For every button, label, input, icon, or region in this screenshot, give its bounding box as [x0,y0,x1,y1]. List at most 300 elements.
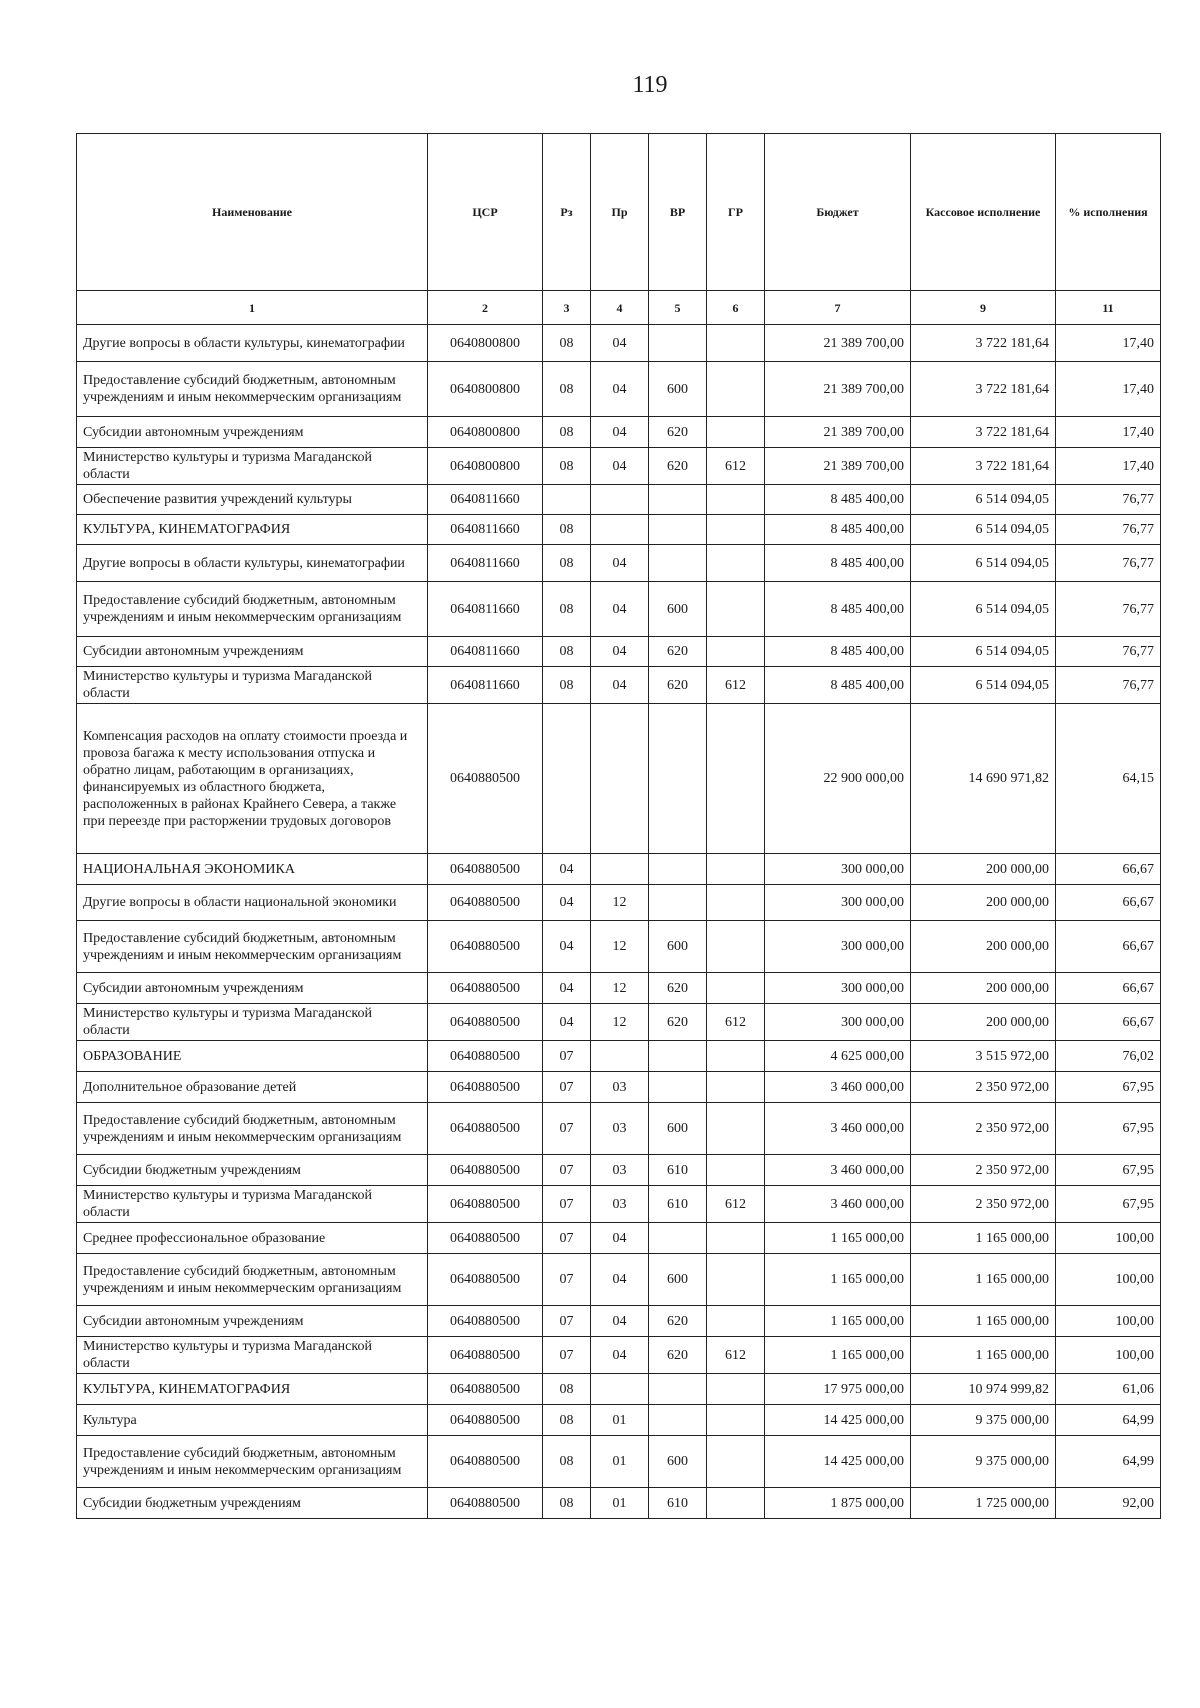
row-execution-percent: 76,77 [1056,582,1161,637]
row-vr: 620 [649,417,707,448]
row-cash-execution: 2 350 972,00 [911,1072,1056,1103]
row-execution-percent: 100,00 [1056,1223,1161,1254]
row-rz [543,485,591,515]
row-vr [649,1223,707,1254]
row-rz: 07 [543,1155,591,1186]
row-cash-execution: 200 000,00 [911,885,1056,921]
row-csr: 0640811660 [428,582,543,637]
row-cash-execution: 3 722 181,64 [911,362,1056,417]
row-csr: 0640880500 [428,1223,543,1254]
row-csr: 0640811660 [428,637,543,667]
table-row [77,362,1161,417]
row-budget: 17 975 000,00 [765,1374,911,1405]
row-execution-percent: 67,95 [1056,1186,1161,1223]
row-cash-execution: 9 375 000,00 [911,1436,1056,1488]
row-gr: 612 [707,1186,765,1223]
row-csr: 0640880500 [428,973,543,1004]
row-cash-execution: 1 165 000,00 [911,1337,1056,1374]
row-rz: 07 [543,1103,591,1155]
row-execution-percent: 66,67 [1056,1004,1161,1041]
header-gr: ГР [707,134,765,291]
row-execution-percent: 66,67 [1056,973,1161,1004]
row-vr: 620 [649,667,707,704]
table-row [77,1254,1161,1306]
header-row [77,134,1161,291]
row-name: Министерство культуры и туризма Магаданской области [77,1004,428,1041]
row-cash-execution: 3 515 972,00 [911,1041,1056,1072]
row-name: Другие вопросы в области культуры, кинематографии [77,325,428,362]
row-gr [707,1436,765,1488]
row-name: Дополнительное образование детей [77,1072,428,1103]
row-rz: 04 [543,1004,591,1041]
row-execution-percent: 76,77 [1056,545,1161,582]
row-execution-percent: 17,40 [1056,325,1161,362]
row-budget: 300 000,00 [765,854,911,885]
row-name: Другие вопросы в области культуры, кинематографии [77,545,428,582]
row-gr [707,362,765,417]
row-budget: 14 425 000,00 [765,1405,911,1436]
row-vr: 600 [649,921,707,973]
row-budget: 3 460 000,00 [765,1155,911,1186]
row-pr: 12 [591,1004,649,1041]
row-csr: 0640880500 [428,1337,543,1374]
row-csr: 0640800800 [428,325,543,362]
row-pr: 04 [591,1254,649,1306]
row-vr [649,885,707,921]
row-cash-execution: 10 974 999,82 [911,1374,1056,1405]
row-budget: 14 425 000,00 [765,1436,911,1488]
row-name: Среднее профессиональное образование [77,1223,428,1254]
row-gr [707,1254,765,1306]
row-cash-execution: 6 514 094,05 [911,667,1056,704]
row-budget: 1 165 000,00 [765,1223,911,1254]
row-name: КУЛЬТУРА, КИНЕМАТОГРАФИЯ [77,1374,428,1405]
row-name: Предоставление субсидий бюджетным, автономным учреждениям и иным некоммерческим организациям [77,1254,428,1306]
row-gr [707,1103,765,1155]
row-pr: 12 [591,885,649,921]
table-row [77,1155,1161,1186]
row-rz: 07 [543,1041,591,1072]
table-row [77,921,1161,973]
row-csr: 0640880500 [428,1405,543,1436]
row-pr: 04 [591,667,649,704]
row-pr: 04 [591,362,649,417]
row-vr [649,1405,707,1436]
row-budget: 300 000,00 [765,973,911,1004]
row-vr: 620 [649,1004,707,1041]
row-csr: 0640880500 [428,1155,543,1186]
row-name: Субсидии автономным учреждениям [77,637,428,667]
row-execution-percent: 76,77 [1056,485,1161,515]
row-name: Компенсация расходов на оплату стоимости проезда и провоза багажа к месту использования отпуска и обратно лицам, работающим в организациях, финансируемых из областного бюджета, расположенных в районах Крайнего Севера, а также при переезде при расторжении трудовых договоров [77,704,428,854]
row-budget: 8 485 400,00 [765,485,911,515]
table-row [77,1186,1161,1223]
row-pr: 01 [591,1488,649,1519]
row-execution-percent: 100,00 [1056,1337,1161,1374]
table-row [77,448,1161,485]
row-budget: 1 165 000,00 [765,1254,911,1306]
row-pr: 03 [591,1072,649,1103]
row-name: Министерство культуры и туризма Магаданской области [77,448,428,485]
row-vr: 620 [649,448,707,485]
row-gr: 612 [707,448,765,485]
row-budget: 21 389 700,00 [765,362,911,417]
row-name: КУЛЬТУРА, КИНЕМАТОГРАФИЯ [77,515,428,545]
row-csr: 0640811660 [428,515,543,545]
row-cash-execution: 2 350 972,00 [911,1103,1056,1155]
row-cash-execution: 6 514 094,05 [911,582,1056,637]
row-rz: 08 [543,1488,591,1519]
row-name: Субсидии бюджетным учреждениям [77,1488,428,1519]
row-budget: 8 485 400,00 [765,667,911,704]
row-cash-execution: 1 725 000,00 [911,1488,1056,1519]
row-execution-percent: 64,99 [1056,1405,1161,1436]
row-rz: 07 [543,1223,591,1254]
row-pr: 01 [591,1436,649,1488]
header-name: Наименование [77,134,428,291]
row-execution-percent: 17,40 [1056,362,1161,417]
row-gr [707,637,765,667]
row-rz: 08 [543,448,591,485]
row-rz: 04 [543,973,591,1004]
row-budget: 300 000,00 [765,1004,911,1041]
table-row [77,1041,1161,1072]
row-budget: 21 389 700,00 [765,417,911,448]
column-number: 2 [428,291,543,325]
row-execution-percent: 61,06 [1056,1374,1161,1405]
row-gr: 612 [707,667,765,704]
table-row [77,704,1161,854]
row-budget: 22 900 000,00 [765,704,911,854]
row-vr: 600 [649,1103,707,1155]
row-vr [649,1374,707,1405]
row-budget: 8 485 400,00 [765,582,911,637]
header-execution-percent: % исполнения [1056,134,1161,291]
row-vr: 600 [649,362,707,417]
row-pr: 04 [591,1223,649,1254]
row-pr [591,515,649,545]
row-gr: 612 [707,1004,765,1041]
row-name: Другие вопросы в области национальной экономики [77,885,428,921]
budget-table [76,133,1161,1519]
row-pr: 04 [591,545,649,582]
row-gr [707,885,765,921]
row-cash-execution: 2 350 972,00 [911,1186,1056,1223]
table-row [77,545,1161,582]
table-row [77,1072,1161,1103]
row-budget: 8 485 400,00 [765,515,911,545]
row-vr [649,1072,707,1103]
row-cash-execution: 1 165 000,00 [911,1254,1056,1306]
row-gr [707,1306,765,1337]
row-vr [649,485,707,515]
row-name: ОБРАЗОВАНИЕ [77,1041,428,1072]
row-gr [707,1223,765,1254]
row-csr: 0640880500 [428,1072,543,1103]
row-pr: 01 [591,1405,649,1436]
row-execution-percent: 100,00 [1056,1306,1161,1337]
row-gr [707,1405,765,1436]
row-vr [649,854,707,885]
row-csr: 0640880500 [428,1254,543,1306]
row-name: НАЦИОНАЛЬНАЯ ЭКОНОМИКА [77,854,428,885]
row-rz: 08 [543,545,591,582]
row-pr: 04 [591,1306,649,1337]
row-rz: 08 [543,515,591,545]
row-cash-execution: 3 722 181,64 [911,417,1056,448]
row-execution-percent: 67,95 [1056,1155,1161,1186]
row-pr: 04 [591,448,649,485]
row-pr: 04 [591,417,649,448]
row-vr: 600 [649,1436,707,1488]
row-name: Министерство культуры и туризма Магаданской области [77,1337,428,1374]
row-gr [707,1041,765,1072]
table-row [77,854,1161,885]
row-rz: 08 [543,637,591,667]
table-row [77,582,1161,637]
column-number: 5 [649,291,707,325]
row-gr [707,325,765,362]
row-pr: 04 [591,325,649,362]
column-number: 11 [1056,291,1161,325]
row-csr: 0640811660 [428,545,543,582]
header-budget: Бюджет [765,134,911,291]
row-name: Предоставление субсидий бюджетным, автономным учреждениям и иным некоммерческим организациям [77,362,428,417]
table-row [77,1004,1161,1041]
row-budget: 4 625 000,00 [765,1041,911,1072]
row-budget: 1 165 000,00 [765,1306,911,1337]
row-gr [707,545,765,582]
row-gr [707,417,765,448]
row-gr [707,1072,765,1103]
row-execution-percent: 100,00 [1056,1254,1161,1306]
row-vr: 620 [649,1337,707,1374]
row-gr [707,704,765,854]
row-rz: 07 [543,1337,591,1374]
row-vr: 600 [649,582,707,637]
row-cash-execution: 200 000,00 [911,973,1056,1004]
row-csr: 0640880500 [428,1103,543,1155]
row-cash-execution: 9 375 000,00 [911,1405,1056,1436]
row-gr [707,515,765,545]
row-cash-execution: 14 690 971,82 [911,704,1056,854]
row-rz: 04 [543,885,591,921]
row-budget: 1 165 000,00 [765,1337,911,1374]
column-number: 6 [707,291,765,325]
row-budget: 21 389 700,00 [765,325,911,362]
row-cash-execution: 200 000,00 [911,1004,1056,1041]
table-row [77,885,1161,921]
row-budget: 8 485 400,00 [765,637,911,667]
row-rz: 08 [543,362,591,417]
row-budget: 300 000,00 [765,885,911,921]
row-gr [707,582,765,637]
row-cash-execution: 2 350 972,00 [911,1155,1056,1186]
row-execution-percent: 66,67 [1056,885,1161,921]
row-csr: 0640880500 [428,704,543,854]
table-row [77,1374,1161,1405]
column-number: 1 [77,291,428,325]
row-vr [649,515,707,545]
row-name: Субсидии автономным учреждениям [77,417,428,448]
row-csr: 0640811660 [428,485,543,515]
row-name: Министерство культуры и туризма Магаданской области [77,1186,428,1223]
row-gr [707,1488,765,1519]
row-rz: 08 [543,325,591,362]
row-csr: 0640811660 [428,667,543,704]
row-execution-percent: 76,02 [1056,1041,1161,1072]
row-execution-percent: 64,15 [1056,704,1161,854]
row-vr [649,1041,707,1072]
row-cash-execution: 6 514 094,05 [911,545,1056,582]
row-csr: 0640880500 [428,1004,543,1041]
row-pr: 03 [591,1186,649,1223]
row-rz: 07 [543,1186,591,1223]
row-rz: 07 [543,1306,591,1337]
row-name: Министерство культуры и туризма Магаданской области [77,667,428,704]
table-row [77,1223,1161,1254]
row-name: Предоставление субсидий бюджетным, автономным учреждениям и иным некоммерческим организациям [77,921,428,973]
row-cash-execution: 6 514 094,05 [911,485,1056,515]
row-name: Предоставление субсидий бюджетным, автономным учреждениям и иным некоммерческим организациям [77,582,428,637]
row-cash-execution: 3 722 181,64 [911,448,1056,485]
row-csr: 0640880500 [428,1041,543,1072]
row-name: Предоставление субсидий бюджетным, автономным учреждениям и иным некоммерческим организациям [77,1103,428,1155]
table-row [77,1436,1161,1488]
row-budget: 300 000,00 [765,921,911,973]
row-rz: 07 [543,1254,591,1306]
column-number-row [77,291,1161,325]
row-pr: 03 [591,1155,649,1186]
page-number: 119 [632,72,668,98]
row-rz: 08 [543,1405,591,1436]
row-vr: 620 [649,637,707,667]
table-row [77,485,1161,515]
row-vr: 610 [649,1186,707,1223]
row-execution-percent: 76,77 [1056,515,1161,545]
row-gr [707,1374,765,1405]
table-body [77,325,1161,1519]
table-row [77,515,1161,545]
row-csr: 0640880500 [428,1306,543,1337]
row-csr: 0640880500 [428,1186,543,1223]
row-execution-percent: 66,67 [1056,854,1161,885]
row-gr: 612 [707,1337,765,1374]
row-gr [707,854,765,885]
table-row [77,417,1161,448]
row-gr [707,973,765,1004]
row-cash-execution: 1 165 000,00 [911,1306,1056,1337]
column-number: 9 [911,291,1056,325]
row-vr: 620 [649,973,707,1004]
row-execution-percent: 67,95 [1056,1103,1161,1155]
row-csr: 0640880500 [428,854,543,885]
row-budget: 3 460 000,00 [765,1186,911,1223]
row-budget: 21 389 700,00 [765,448,911,485]
row-vr: 610 [649,1488,707,1519]
table-row [77,1405,1161,1436]
row-rz [543,704,591,854]
table-row [77,637,1161,667]
row-execution-percent: 76,77 [1056,637,1161,667]
row-cash-execution: 6 514 094,05 [911,637,1056,667]
row-execution-percent: 66,67 [1056,921,1161,973]
table-row [77,1103,1161,1155]
row-rz: 08 [543,1436,591,1488]
header-csr: ЦСР [428,134,543,291]
row-csr: 0640800800 [428,362,543,417]
row-name: Субсидии автономным учреждениям [77,1306,428,1337]
row-pr [591,1374,649,1405]
column-number: 4 [591,291,649,325]
row-pr [591,854,649,885]
row-csr: 0640880500 [428,1374,543,1405]
table-row [77,973,1161,1004]
row-pr: 12 [591,973,649,1004]
row-gr [707,485,765,515]
row-rz: 08 [543,667,591,704]
row-pr: 12 [591,921,649,973]
row-vr [649,545,707,582]
row-pr: 04 [591,637,649,667]
row-rz: 08 [543,1374,591,1405]
row-pr [591,704,649,854]
column-number: 3 [543,291,591,325]
table-row [77,667,1161,704]
header-rz: Рз [543,134,591,291]
row-csr: 0640880500 [428,921,543,973]
row-cash-execution: 1 165 000,00 [911,1223,1056,1254]
row-budget: 3 460 000,00 [765,1072,911,1103]
header-vr: ВР [649,134,707,291]
row-vr: 600 [649,1254,707,1306]
row-execution-percent: 17,40 [1056,448,1161,485]
row-cash-execution: 200 000,00 [911,854,1056,885]
row-rz: 04 [543,921,591,973]
row-vr: 610 [649,1155,707,1186]
row-rz: 04 [543,854,591,885]
row-pr: 04 [591,1337,649,1374]
header-pr: Пр [591,134,649,291]
row-cash-execution: 6 514 094,05 [911,515,1056,545]
row-pr [591,485,649,515]
header-cash-execution: Кассовое исполнение [911,134,1056,291]
row-pr: 04 [591,582,649,637]
row-csr: 0640800800 [428,417,543,448]
row-name: Субсидии бюджетным учреждениям [77,1155,428,1186]
row-csr: 0640880500 [428,885,543,921]
row-gr [707,921,765,973]
column-number: 7 [765,291,911,325]
row-name: Обеспечение развития учреждений культуры [77,485,428,515]
row-gr [707,1155,765,1186]
table-row [77,1306,1161,1337]
row-name: Субсидии автономным учреждениям [77,973,428,1004]
row-execution-percent: 92,00 [1056,1488,1161,1519]
row-name: Предоставление субсидий бюджетным, автономным учреждениям и иным некоммерческим организациям [77,1436,428,1488]
row-execution-percent: 17,40 [1056,417,1161,448]
row-budget: 8 485 400,00 [765,545,911,582]
row-vr: 620 [649,1306,707,1337]
table-row [77,1488,1161,1519]
row-budget: 3 460 000,00 [765,1103,911,1155]
row-csr: 0640880500 [428,1436,543,1488]
row-budget: 1 875 000,00 [765,1488,911,1519]
row-execution-percent: 67,95 [1056,1072,1161,1103]
table-row [77,325,1161,362]
row-rz: 08 [543,417,591,448]
row-cash-execution: 3 722 181,64 [911,325,1056,362]
